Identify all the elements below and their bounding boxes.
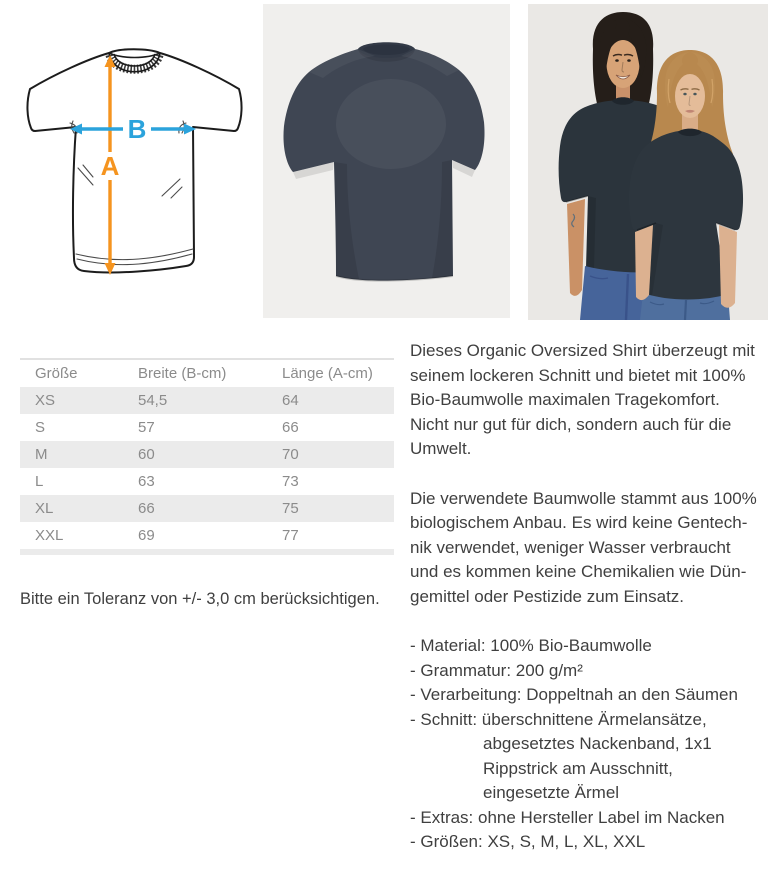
size-table — [20, 358, 394, 549]
text-line: abgesetztes Nackenband, 1x1 — [483, 734, 712, 753]
size-table-cell: 77 — [282, 527, 299, 544]
label-a: A — [100, 151, 120, 181]
size-diagram-svg — [10, 28, 246, 294]
size-table-cell: 63 — [138, 473, 155, 490]
text-line: eingesetzte Ärmel — [483, 783, 620, 802]
text-line: - Extras: ohne Hersteller Label im Nacken — [410, 807, 725, 827]
text-line: Bio-Baumwolle maximalen Tragekomfort. — [410, 390, 720, 409]
size-table-cell: M — [35, 446, 48, 463]
size-table-row — [20, 468, 394, 495]
size-table-cell: L — [35, 473, 44, 490]
text-line: - Größen: XS, S, M, L, XL, XXL — [410, 832, 646, 851]
size-table-row — [20, 522, 394, 549]
description-paragraph-1 — [410, 339, 774, 462]
size-table-row — [20, 495, 394, 522]
text-line: Rippstrick am Ausschnitt, — [483, 758, 673, 778]
size-table-cell: 69 — [138, 527, 155, 544]
size-table-header-row — [20, 359, 394, 387]
product-photo-models — [528, 4, 768, 320]
product-specs-list — [410, 634, 774, 855]
text-line: gemittel oder Pestizide zum Einsatz. — [410, 586, 685, 606]
models-svg — [528, 4, 768, 320]
size-table-cell: 60 — [138, 446, 155, 463]
size-table-row — [20, 441, 394, 468]
size-table-cell: 73 — [282, 473, 299, 490]
text-line: seinem lockeren Schnitt und bietet mit 100% — [410, 365, 746, 385]
text-line: - Verarbeitung: Doppeltnah an den Säumen — [410, 685, 738, 704]
flat-shirt-svg — [263, 4, 510, 318]
col-header-laenge: Länge (A-cm) — [282, 365, 373, 382]
tolerance-note: Bitte ein Toleranz von +/- 3,0 cm berücksichtigen. — [20, 589, 380, 608]
description-paragraph-2 — [410, 487, 774, 610]
size-table-cell: S — [35, 419, 46, 436]
text-line: nik verwendet, weniger Wasser verbraucht — [410, 537, 731, 557]
label-b: B — [127, 114, 147, 144]
size-table-cell: 75 — [282, 500, 299, 517]
product-description — [410, 339, 774, 855]
text-line: Die verwendete Baumwolle stammt aus 100% — [410, 488, 757, 508]
size-table-cell: 64 — [282, 392, 299, 409]
shirt-outline — [27, 49, 241, 272]
text-line: Dieses Organic Oversized Shirt überzeugt mit — [410, 341, 755, 360]
size-table-row — [20, 414, 394, 441]
text-line: und es kommen keine Chemikalien wie Dün- — [410, 562, 747, 581]
size-table-row — [20, 387, 394, 414]
text-line: Nicht nur gut für dich, sondern auch für die — [410, 414, 732, 434]
product-photo-flat — [263, 4, 510, 318]
size-table-cell: 70 — [282, 446, 299, 463]
table-bottom-strip — [20, 549, 394, 555]
size-table-cell: 54,5 — [138, 392, 168, 409]
text-line: Umwelt. — [410, 439, 472, 458]
size-table-cell: XS — [35, 392, 56, 409]
text-line: biologischem Anbau. Es wird keine Gentech- — [410, 513, 748, 532]
size-table-cell: 66 — [282, 419, 299, 436]
size-table-cell: XXL — [35, 527, 64, 544]
size-table-cell: 66 — [138, 500, 155, 517]
text-line: - Material: 100% Bio-Baumwolle — [410, 636, 652, 655]
size-table-cell: XL — [35, 500, 54, 517]
size-table-body — [20, 387, 394, 549]
text-line: - Schnitt: überschnittene Ärmelansätze, — [410, 709, 707, 729]
col-header-breite: Breite (B-cm) — [138, 365, 227, 382]
text-line: - Grammatur: 200 g/m² — [410, 660, 583, 680]
size-diagram-image — [10, 28, 246, 294]
size-table-cell: 57 — [138, 419, 155, 436]
col-header-groesse: Größe — [35, 365, 78, 382]
